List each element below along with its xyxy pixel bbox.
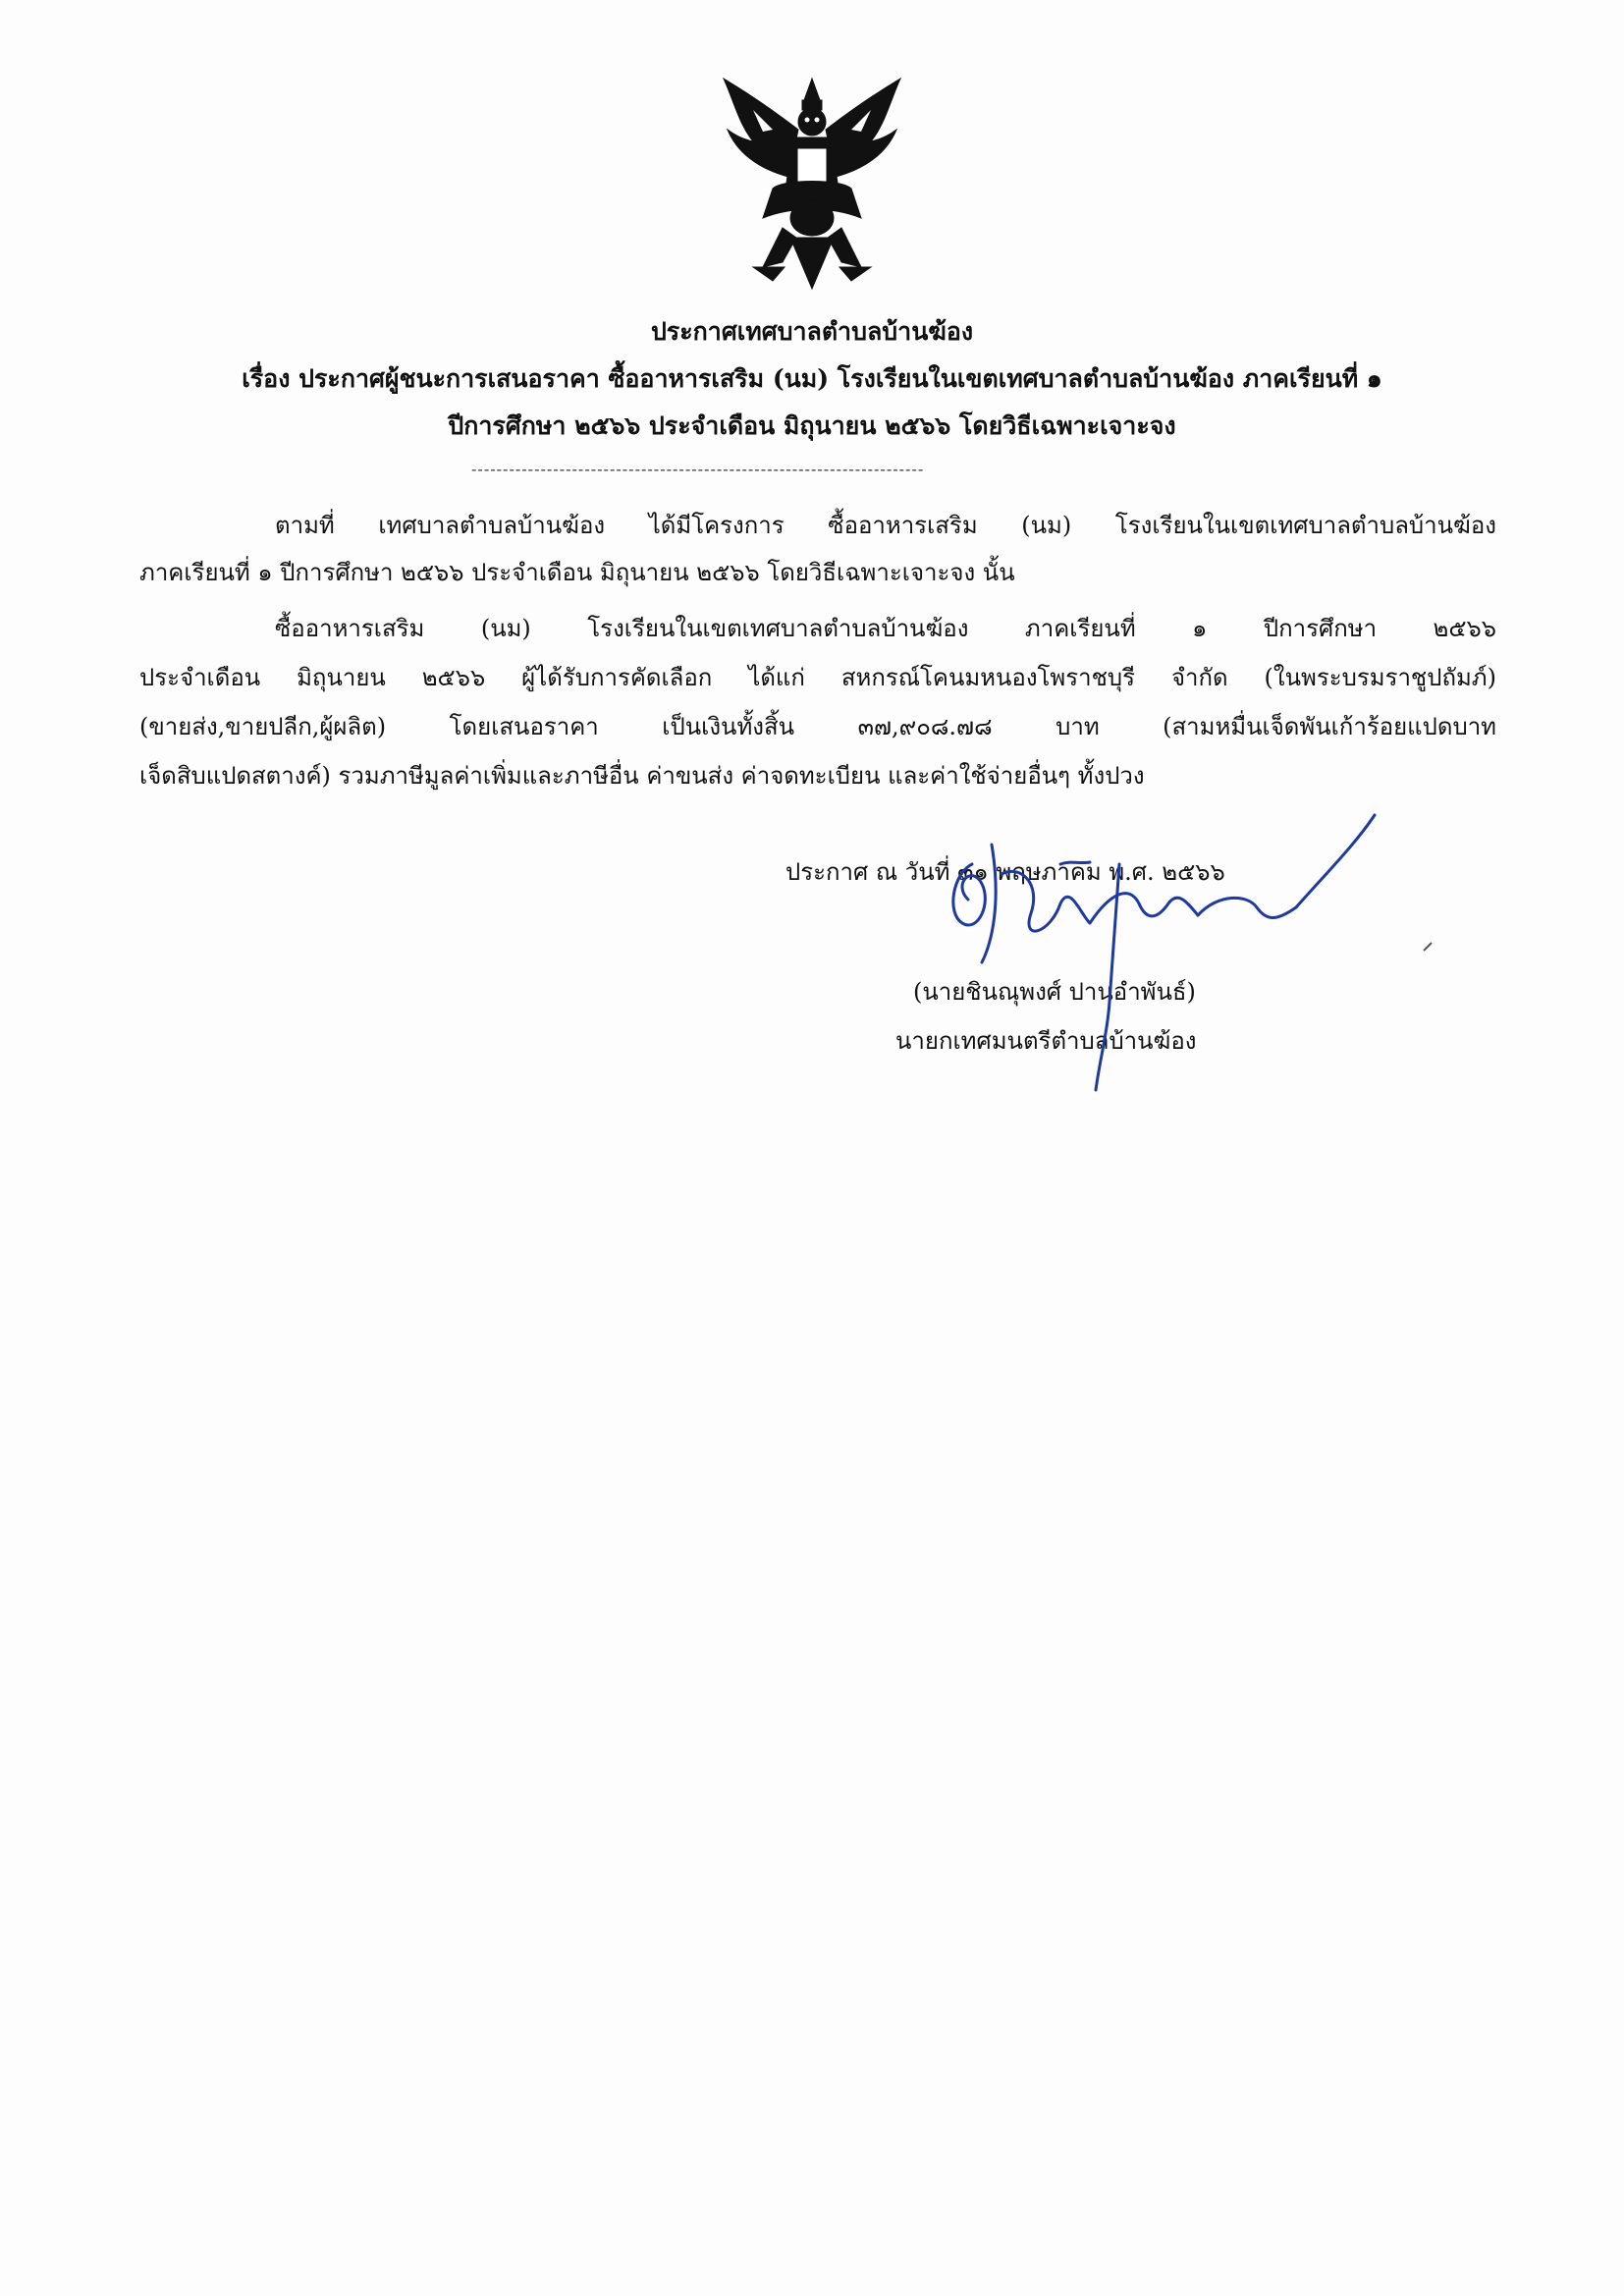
heading-divider: ------------------------------------------------------------------------ [471, 460, 925, 478]
ink-speck [1422, 941, 1434, 953]
body-paragraph-2-line-1: ซื้ออาหารเสริม (นม) โรงเรียนในเขตเทศบาลตำบลบ้านฆ้อง ภาคเรียนที่ ๑ ปีการศึกษา ๒๕๖๖ [275, 615, 1496, 642]
garuda-emblem-icon [714, 71, 910, 297]
body-paragraph-2-line-4: เจ็ดสิบแปดสตางค์) รวมภาษีมูลค่าเพิ่มและภาษีอื่น ค่าขนส่ง ค่าจดทะเบียน และค่าใช้จ่ายอื่นๆ ทั้งปวง [139, 762, 1145, 790]
announcement-subject-continued: ปีการศึกษา ๒๕๖๖ ประจำเดือน มิถุนายน ๒๕๖๖ โดยวิธีเฉพาะเจาะจง [448, 411, 1176, 440]
handwritten-signature [923, 805, 1384, 1100]
announcement-agency: ประกาศเทศบาลตำบลบ้านฆ้อง [650, 317, 974, 346]
body-paragraph-1-line-2: ภาคเรียนที่ ๑ ปีการศึกษา ๒๕๖๖ ประจำเดือน มิถุนายน ๒๕๖๖ โดยวิธีเฉพาะเจาะจง นั้น [139, 559, 1015, 586]
announcement-subject: เรื่อง ประกาศผู้ชนะการเสนอราคา ซื้ออาหารเสริม (นม) โรงเรียนในเขตเทศบาลตำบลบ้านฆ้อง ภาคเรียนที่ ๑ [242, 364, 1382, 393]
body-paragraph-2-line-2: ประจำเดือน มิถุนายน ๒๕๖๖ ผู้ได้รับการคัดเลือก ได้แก่ สหกรณ์โคนมหนองโพราชบุรี จำกัด (ในพระบรมราชูปถัมภ์) [139, 664, 1496, 691]
announcement-date: ประกาศ ณ วันที่ ๓๑ พฤษภาคม พ.ศ. ๒๕๖๖ [785, 858, 1225, 886]
signatory-name: (นายชินณุพงศ์ ปานอำพันธ์) [913, 978, 1196, 1006]
body-paragraph-2-line-3: (ขายส่ง,ขายปลีก,ผู้ผลิต) โดยเสนอราคา เป็นเงินทั้งสิ้น ๓๗,๙๐๘.๗๘ บาท (สามหมื่นเจ็ดพันเก้าร้อยแปดบาท [139, 713, 1496, 740]
signatory-position: นายกเทศมนตรีตำบลบ้านฆ้อง [895, 1027, 1197, 1055]
body-paragraph-1-line-1: ตามที่ เทศบาลตำบลบ้านฆ้อง ได้มีโครงการ ซื้ออาหารเสริม (นม) โรงเรียนในเขตเทศบาลตำบลบ้านฆ้อง [275, 512, 1496, 539]
